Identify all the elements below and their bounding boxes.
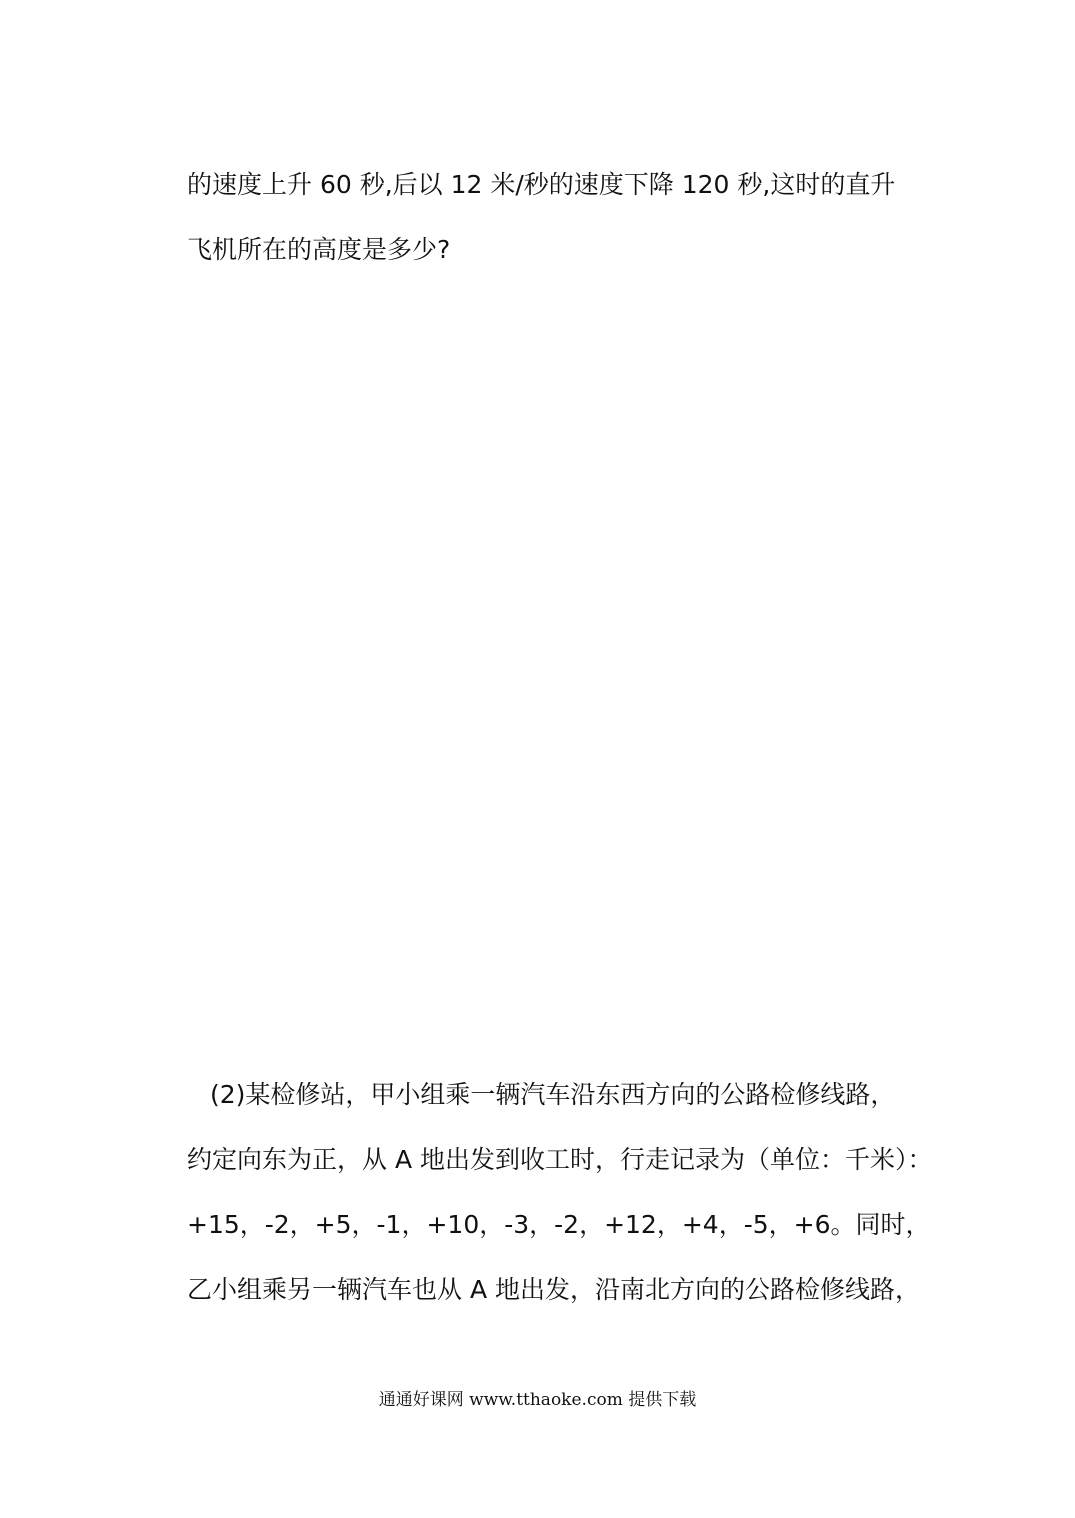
problem1-text-line-1: 的速度上升 60 秒,后以 12 米/秒的速度下降 120 秒,这时的直升 bbox=[187, 170, 896, 199]
problem2-text-line-3: +15，-2，+5，-1，+10，-3，-2，+12，+4，-5，+6。同时， bbox=[187, 1210, 931, 1239]
page-footer: 通通好课网 www.tthaoke.com 提供下载 bbox=[378, 1390, 697, 1410]
problem2-text-line-4: 乙小组乘另一辆汽车也从 A 地出发，沿南北方向的公路检修线路， bbox=[187, 1275, 920, 1304]
problem1-text-line-2: 飞机所在的高度是多少? bbox=[187, 235, 451, 264]
problem2-text-line-1: (2)某检修站，甲小组乘一辆汽车沿东西方向的公路检修线路， bbox=[210, 1080, 896, 1109]
problem2-text-line-2: 约定向东为正，从 A 地出发到收工时，行走记录为（单位：千米）： bbox=[187, 1145, 933, 1174]
